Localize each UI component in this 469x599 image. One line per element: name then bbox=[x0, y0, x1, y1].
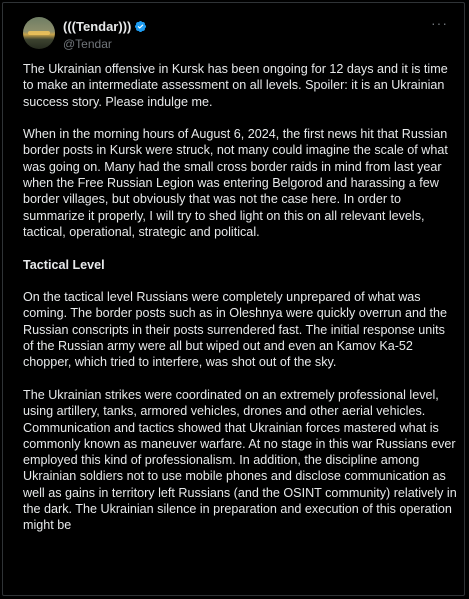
author-display-name[interactable]: (((Tendar))) bbox=[63, 19, 132, 34]
post-paragraph: The Ukrainian offensive in Kursk has been ongoing for 12 days and it is time to make an intermediate assessment on all levels. Spoiler: it is an Ukrainian success story. Please indulge me. bbox=[23, 62, 448, 109]
post-paragraph: When in the morning hours of August 6, 2024, the first news hit that Russian border posts in Kursk were struck, not many could imagine the scale of what was going on. Many had the small cross border raids in mind from last year when the Free Russian Legion was entering Belgorod and harassing a few border villages, but obviously that was not the case here. In order to summarize it properly, I will try to shed light on this on all relevant levels, tactical, operational, strategic and political. bbox=[23, 127, 448, 239]
post-card bbox=[2, 2, 465, 596]
avatar-sunset-graphic bbox=[28, 31, 50, 35]
post-paragraph: The Ukrainian strikes were coordinated on an extremely professional level, using artillery, tanks, armored vehicles, drones and other aerial vehicles. Communication and tactics showed that Ukrainian forces mastered what is commonly known as maneuver warfare. At no stage in this war Russians ever employed this kind of professionalism. In addition, the discipline among Ukrainian soldiers not to use mobile phones and disclose communication as well as gains in territory left Russians (and the OSINT community) relatively in the dark. The Ukrainian silence in preparation and execution of this operation might be bbox=[23, 387, 457, 533]
post-paragraph: On the tactical level Russians were completely unprepared of what was coming. The border posts such as in Oleshnya were quickly overrun and the Russian conscripts in their posts surrendered fast. The initial response units of the Russian army were all but wiped out and even an Kamov Ka-52 chopper, which tried to interfere, was shot out of the sky. bbox=[23, 290, 447, 370]
author-names bbox=[63, 18, 147, 52]
section-heading: Tactical Level bbox=[23, 257, 105, 272]
post-text bbox=[23, 61, 457, 550]
avatar[interactable] bbox=[23, 17, 55, 49]
more-options-icon[interactable]: ··· bbox=[431, 15, 448, 31]
post-header bbox=[23, 17, 452, 57]
author-handle[interactable]: @Tendar bbox=[63, 37, 112, 51]
verified-badge-icon bbox=[134, 20, 147, 33]
